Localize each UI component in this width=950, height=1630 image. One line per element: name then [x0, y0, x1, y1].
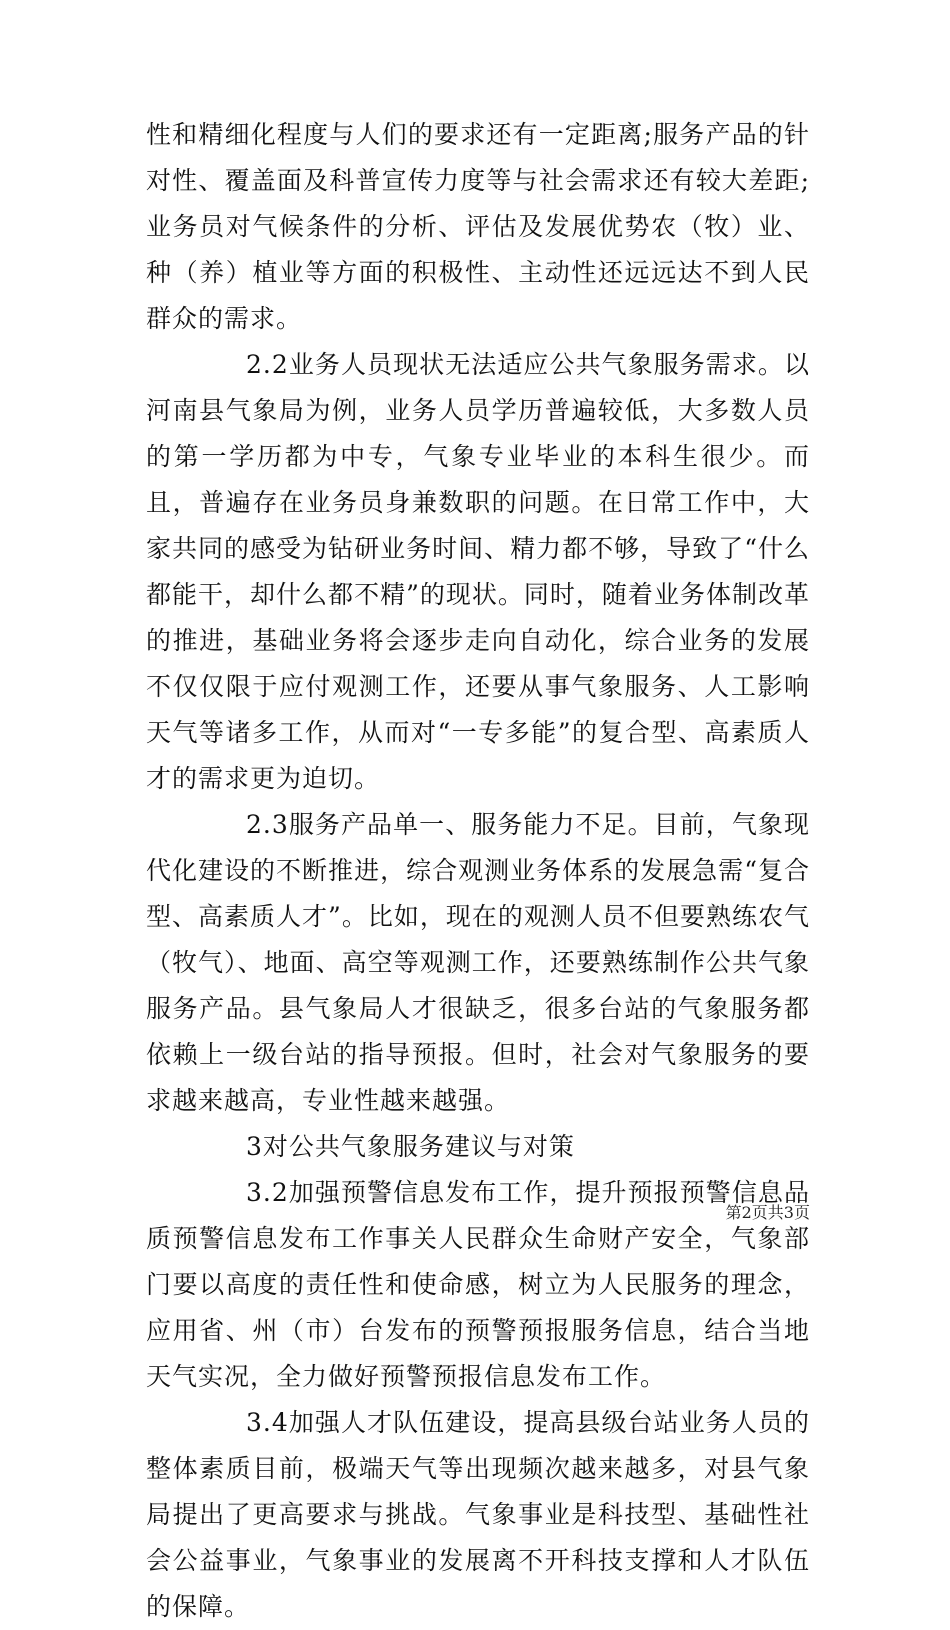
paragraph-continuation: 性和精细化程度与人们的要求还有一定距离;服务产品的针对性、覆盖面及科普宣传力度等与社会需求还有较大差距;业务员对气候条件的分析、评估及发展优势农（牧）业、种（养）植业等方面的积极性、主动性还远远达不到人民群众的需求。	[146, 120, 810, 333]
section-heading-3: 3对公共气象服务建议与对策	[246, 1132, 575, 1161]
paragraph-2-2: 2.2业务人员现状无法适应公共气象服务需求。以河南县气象局为例，业务人员学历普遍较低，大多数人员的第一学历都为中专，气象专业毕业的本科生很少。而且，普遍存在业务员身兼数职的问题。在日常工作中，大家共同的感受为钻研业务时间、精力都不够，导致了“什么都能干，却什么都不精”的现状。同时，随着业务体制改革的推进，基础业务将会逐步走向自动化，综合业务的发展不仅仅限于应付观测工作，还要从事气象服务、人工影响天气等诸多工作，从而对“一专多能”的复合型、高素质人才的需求更为迫切。	[146, 350, 810, 793]
page-number-footer: 第2页共3页	[725, 1203, 810, 1222]
paragraph-2-3: 2.3服务产品单一、服务能力不足。目前，气象现代化建设的不断推进，综合观测业务体系的发展急需“复合型、高素质人才”。比如，现在的观测人员不但要熟练农气（牧气）、地面、高空等观测工作，还要熟练制作公共气象服务产品。县气象局人才很缺乏，很多台站的气象服务都依赖上一级台站的指导预报。但时，社会对气象服务的要求越来越高，专业性越来越强。	[146, 810, 810, 1115]
paragraph-3-2: 3.2加强预警信息发布工作，提升预报预警信息品质预警信息发布工作事关人民群众生命财产安全，气象部门要以高度的责任性和使命感，树立为人民服务的理念，应用省、州（市）台发布的预警预报服务信息，结合当地天气实况，全力做好预警预报信息发布工作。	[146, 1178, 810, 1391]
paragraph-3-4: 3.4加强人才队伍建设，提高县级台站业务人员的整体素质目前，极端天气等出现频次越来越多，对县气象局提出了更高要求与挑战。气象事业是科技型、基础性社会公益事业，气象事业的发展离不开科技支撑和人才队伍的保障。	[146, 1408, 810, 1621]
document-body	[146, 112, 810, 1630]
